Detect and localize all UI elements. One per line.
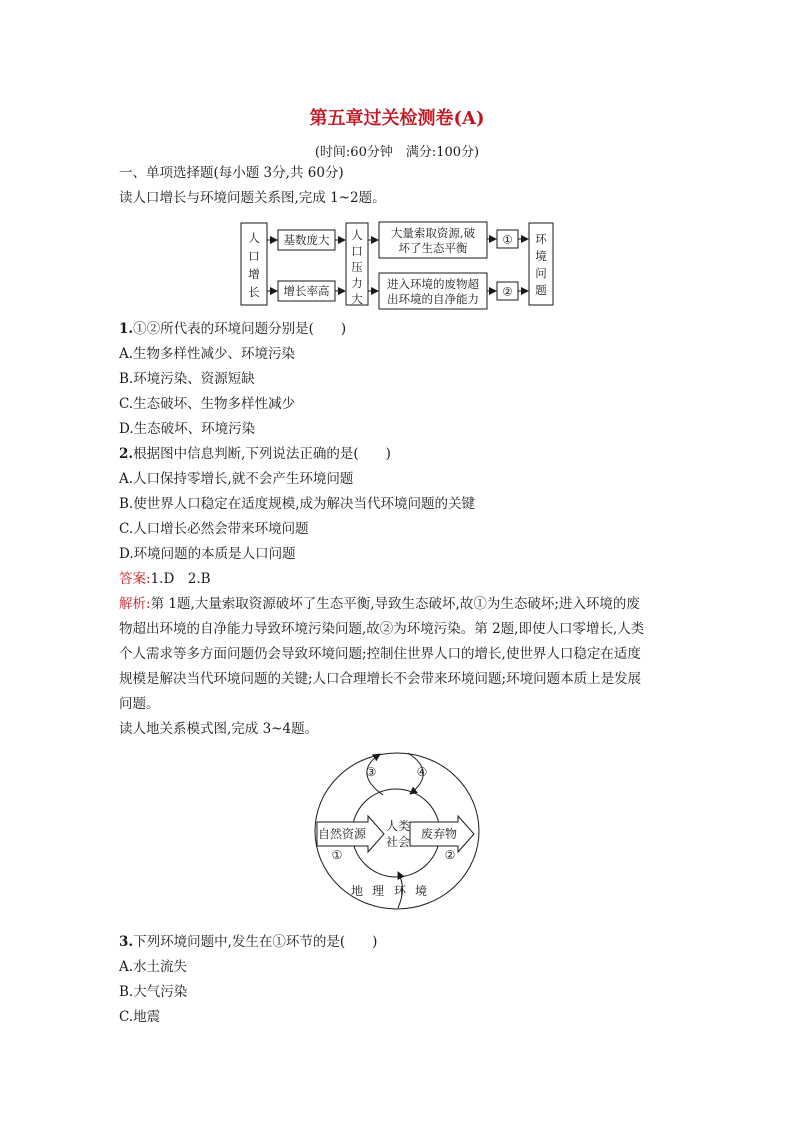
label-population-growth-3: 增	[248, 267, 260, 281]
question-3-option-a: A.水土流失	[119, 959, 188, 975]
question-3	[119, 933, 377, 951]
label-human-society-1: 人类	[385, 819, 411, 833]
label-geo-env-2: 理	[371, 884, 385, 898]
analysis-line-5: 问题。	[119, 696, 160, 712]
analysis-line-1	[119, 595, 640, 613]
label-pressure-4: 力	[351, 276, 363, 290]
question-1-number: 1.	[119, 321, 134, 337]
label-natural-resources: 自然资源	[317, 827, 367, 841]
question-1-option-a: A.生物多样性减少、环境污染	[119, 346, 296, 362]
label-pressure-1: 人	[351, 228, 363, 242]
label-population-growth-1: 人	[248, 231, 260, 245]
question-3-option-b: B.大气污染	[119, 984, 188, 1000]
label-waste-line2: 出环境的自净能力	[387, 292, 479, 306]
question-2-option-d: D.环境问题的本质是人口问题	[119, 546, 296, 562]
analysis-text-1: 第 1题,大量索取资源破坏了生态平衡,导致生态破坏,故①为生态破坏;进入环境的废	[150, 596, 640, 612]
page-title: 第五章过关检测卷(A)	[309, 108, 485, 129]
label-marker-1-d2: ①	[331, 848, 343, 862]
question-2-option-a: A.人口保持零增长,就不会产生环境问题	[119, 471, 354, 487]
question-2-option-b: B.使世界人口稳定在适度规模,成为解决当代环境问题的关键	[119, 496, 476, 512]
question-1-option-d: D.生态破坏、环境污染	[119, 421, 256, 437]
label-marker-3-d2: ③	[365, 765, 377, 779]
label-population-growth-2: 口	[248, 249, 260, 263]
label-marker-2-d2: ②	[444, 848, 456, 862]
question-1-stem: ①②所代表的环境问题分别是( )	[133, 321, 347, 337]
diagram2-intro: 读人地关系模式图,完成 3~4题。	[119, 721, 319, 737]
analysis-line-3: 个人需求等多方面问题仍会导致环境问题;控制住世界人口的增长,使世界人口稳定在适度	[119, 646, 641, 662]
label-pressure-2: 口	[351, 244, 363, 258]
label-env-problem-4: 题	[535, 283, 547, 297]
label-resource-line2: 坏了生态平衡	[398, 241, 468, 255]
label-resource-line1: 大量索取资源,破	[390, 226, 476, 240]
analysis-label: 解析:	[119, 596, 151, 612]
question-3-option-c: C.地震	[119, 1009, 161, 1025]
question-2	[119, 445, 391, 463]
label-pressure-5: 大	[351, 292, 363, 306]
label-waste: 废弃物	[420, 827, 458, 841]
question-2-option-c: C.人口增长必然会带来环境问题	[119, 521, 309, 537]
answer-label: 答案:	[119, 571, 151, 587]
section-heading: 一、单项选择题(每小题 3分,共 60分)	[119, 165, 344, 181]
label-geo-env-1: 地	[350, 884, 364, 898]
label-geo-env-4: 境	[414, 884, 428, 898]
exam-time-score: (时间:60分钟 满分:100分)	[314, 145, 480, 160]
analysis-line-4: 规模是解决当代环境问题的关键;人口合理增长不会带来环境问题;环境问题本质上是发展	[119, 671, 642, 687]
label-env-problem-1: 环	[535, 232, 547, 246]
label-human-society-2: 社会	[385, 835, 411, 849]
question-3-stem: 下列环境问题中,发生在①环节的是( )	[133, 934, 378, 950]
population-environment-diagram	[238, 218, 558, 318]
label-waste-line1: 进入环境的废物超	[387, 277, 479, 291]
question-1	[119, 320, 346, 338]
label-geo-env-3: 环	[393, 884, 407, 898]
label-pressure-3: 压	[351, 260, 363, 274]
label-env-problem-2: 境	[535, 249, 547, 263]
analysis-line-2: 物超出环境的自净能力导致环境污染问题,故②为环境污染。第 2题,即使人口零增长,人类	[119, 621, 645, 637]
diagram1-intro: 读人口增长与环境问题关系图,完成 1~2题。	[119, 190, 386, 206]
question-2-number: 2.	[119, 446, 134, 462]
label-large-base: 基数庞大	[283, 233, 330, 247]
label-marker-1: ①	[502, 232, 513, 247]
question-1-option-c: C.生态破坏、生物多样性减少	[119, 396, 296, 412]
label-marker-2: ②	[502, 284, 513, 299]
human-land-relationship-diagram	[300, 748, 500, 922]
answer-text: 1.D 2.B	[150, 571, 211, 587]
answer-line	[119, 570, 211, 588]
question-3-number: 3.	[119, 934, 134, 950]
question-2-stem: 根据图中信息判断,下列说法正确的是( )	[133, 446, 391, 462]
question-1-option-b: B.环境污染、资源短缺	[119, 371, 255, 387]
label-env-problem-3: 问	[535, 266, 547, 280]
label-marker-4-d2: ④	[416, 765, 428, 779]
label-high-rate: 增长率高	[283, 284, 330, 298]
label-population-growth-4: 长	[248, 285, 260, 299]
